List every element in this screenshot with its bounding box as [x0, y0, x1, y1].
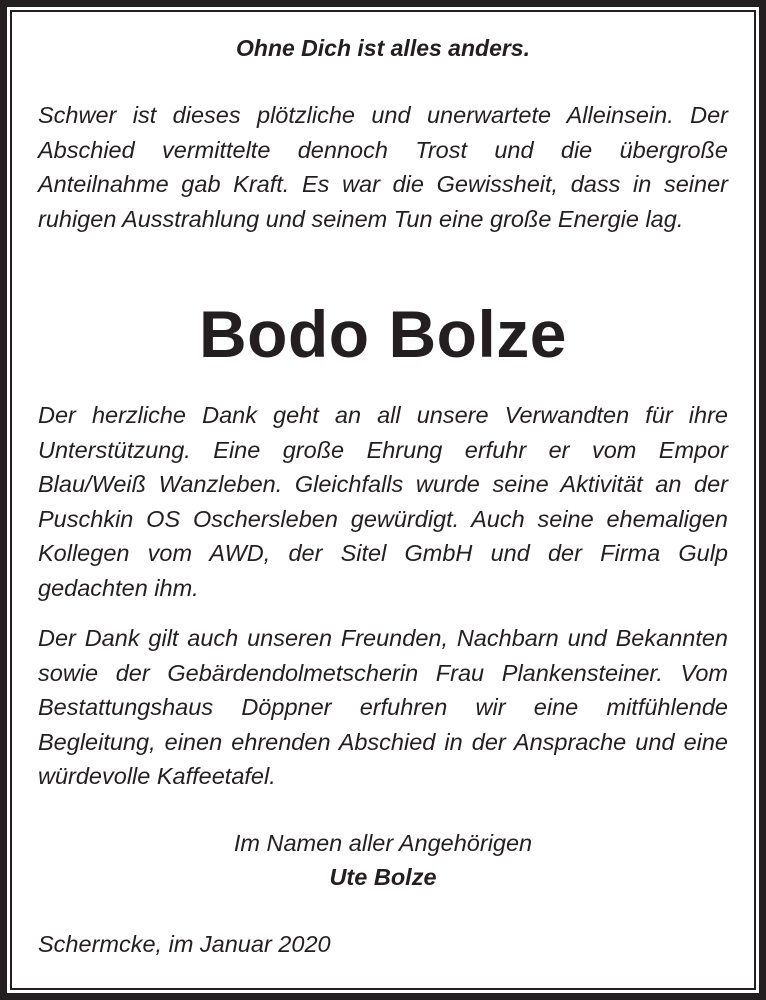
place-and-date: Schermcke, im Januar 2020	[38, 931, 331, 957]
signature-intro: Im Namen aller Angehörigen	[233, 830, 533, 856]
thanks-paragraph-relatives: Der herzliche Dank geht an all unsere Verwandten für ihre Unterstützung. Eine große Ehrung erfuhr er vom Empor Blau/Weiß Wanzleben. Gleichfalls wurde seine Aktivität an der Puschkin OS Oschersleben gewürdigt. Auch seine ehemaligen Kollegen vom AWD, der Sitel GmbH und der Firma Gulp gedachten ihm.	[38, 402, 728, 601]
thanks-paragraph-friends: Der Dank gilt auch unseren Freunden, Nachbarn und Bekannten sowie der Gebärdendolmetscherin Frau Plankensteiner. Vom Bestattungshaus Döppner erfuhren wir eine mitfühlende Begleitung, einen ehrenden Abschied in der Ansprache und eine würdevolle Kaffeetafel.	[38, 625, 728, 789]
signature-block	[38, 826, 728, 894]
signature-name: Ute Bolze	[329, 864, 437, 890]
intro-paragraph: Schwer ist dieses plötzliche und unerwartete Alleinsein. Der Abschied vermittelte dennoch Trost und die übergroße Anteilnahme gab Kraft. Es war die Gewissheit, dass in seiner ruhigen Ausstrahlung und seinem Tun eine große Energie lag.	[38, 102, 728, 232]
notice-motto: Ohne Dich ist alles anders.	[236, 35, 530, 61]
deceased-name: Bodo Bolze	[199, 297, 567, 371]
